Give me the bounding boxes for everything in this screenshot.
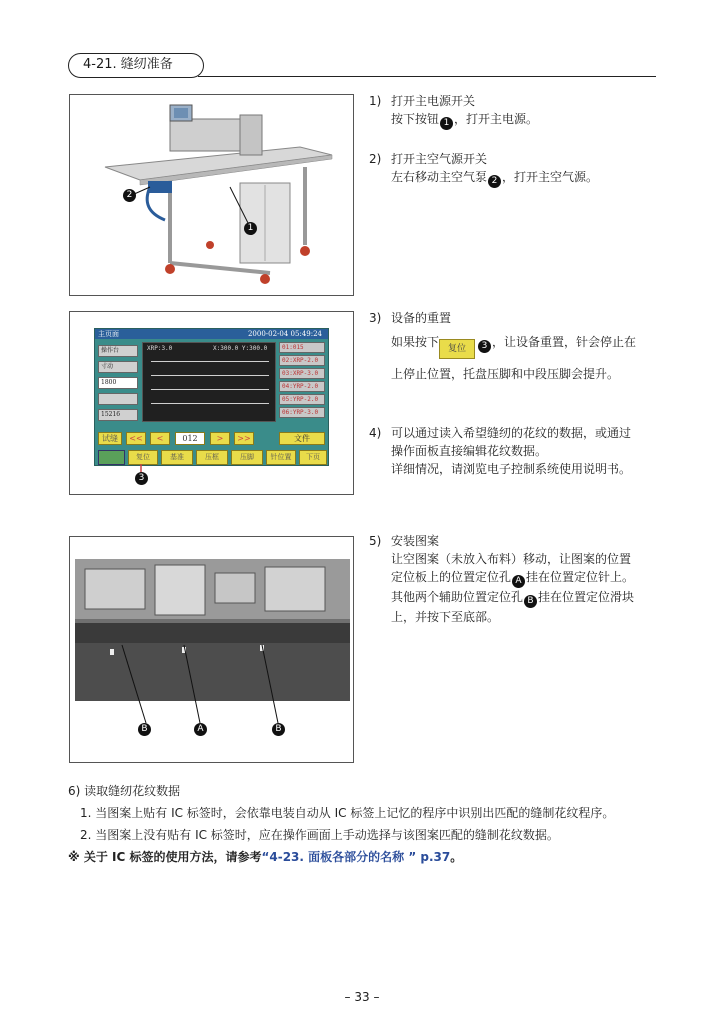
panel-left-button[interactable]: 15216 [98,409,138,421]
nav-last-button[interactable]: >> [234,432,254,445]
panel-right-button[interactable]: 05:YRP-2.0 [279,394,325,405]
step-number: 5) [369,534,382,548]
nav-test-button[interactable]: 试缝 [98,432,122,445]
sewing-machine-illustration [70,95,354,296]
step-text: 如果按下 复位 3 ，让设备重置，针会停止在 [391,333,636,359]
step-text: 详细情况，请浏览电子控制系统使用说明书。 [391,462,632,476]
marker-2-icon: 2 [488,175,501,188]
marker-3-icon: 3 [478,340,491,353]
step-text: 上停止位置，托盘压脚和中段压脚会提升。 [391,367,620,381]
panel-left-button[interactable] [98,393,138,405]
step-text: 其他两个辅助位置定位孔 B 挂在位置定位滑块 [391,590,635,606]
panel-right-button[interactable]: 03:XRP-3.0 [279,368,325,379]
section-rule [198,76,656,77]
figure-sewing-machine [69,94,354,296]
panel-titlebar: 主页面 2000-02-04 05:49:24 [95,329,328,339]
panel-left-button[interactable]: 寸动 [98,361,138,373]
reference-link[interactable]: “4-23. 面板各部分的名称 ” p.37 [261,850,451,864]
step-text: 左右移动主空气泵 2 ，打开主空气源。 [391,170,599,186]
figure-operation-panel [69,311,354,495]
step-text: 上，并按下至底部。 [391,610,500,624]
section-header [68,53,656,79]
next-page-button[interactable]: 下页 [299,450,327,465]
step-number: 3) [369,311,382,325]
step-item: 2. 当图案上没有贴有 IC 标签时，应在操作画面上手动选择与该图案匹配的缝制花纹数据。 [80,828,559,842]
reset-button-icon: 复位 [439,339,475,359]
marker-1: 1 [244,222,257,235]
step-number: 1) [369,94,382,108]
marker-a: A [194,723,207,736]
pattern-photo [70,537,354,763]
reference-note: ※ 关于 IC 标签的使用方法，请参考“4-23. 面板各部分的名称 ” p.37。 [68,850,463,864]
panel-right-button[interactable]: 06:YRP-3.0 [279,407,325,418]
step-text: 可以通过读入希望缝纫的花纹的数据，或通过 [391,426,632,440]
needle-position-button[interactable]: 针位置 [266,450,296,465]
step-number: 2) [369,152,382,166]
step-heading: 安装图案 [391,534,440,548]
presser-foot-button[interactable]: 压脚 [231,450,263,465]
step-heading: 打开主空气源开关 [391,152,488,166]
marker-b-icon: B [524,595,537,608]
nav-file-button[interactable]: 文件 [279,432,325,445]
reset-button[interactable]: 复位 [128,450,158,465]
step-text: 操作面板直接编辑花纹数据。 [391,444,548,458]
step-text: 按下按钮 1 ，打开主电源。 [391,112,539,128]
panel-right-button[interactable]: 02:XRP-2.0 [279,355,325,366]
step-number: 4) [369,426,382,440]
clamp-button[interactable]: 压框 [196,450,228,465]
marker-1-icon: 1 [440,117,453,130]
step-text: 让空图案（未放入布料）移动，让图案的位置 [391,552,632,566]
section-title: 4-21. 缝纫准备 [68,53,204,78]
home-icon[interactable] [98,450,125,465]
panel-right-button[interactable]: 04:YRP-2.0 [279,381,325,392]
nav-page-field[interactable]: 012 [175,432,205,445]
marker-b: B [138,723,151,736]
page-number: – 33 – [344,990,380,1004]
panel-left-button[interactable]: 1800 [98,377,138,389]
step-heading: 打开主电源开关 [391,94,476,108]
nav-next-button[interactable]: > [210,432,230,445]
nav-first-button[interactable]: << [126,432,146,445]
nav-prev-button[interactable]: < [150,432,170,445]
marker-3: 3 [135,472,148,485]
step-item: 1. 当图案上贴有 IC 标签时，会依靠电装自动从 IC 标签上记忆的程序中识别出匹配的缝制花纹程序。 [80,806,615,820]
marker-b: B [272,723,285,736]
operation-panel [94,328,329,466]
panel-left-button[interactable]: 操作台 [98,345,138,357]
origin-button[interactable]: 基准 [161,450,193,465]
pattern-screen: XRP:3.0 X:300.0 Y:300.0 [142,342,276,422]
step-text: 定位板上的位置定位孔 A 挂在位置定位针上。 [391,570,635,586]
marker-a-icon: A [512,575,525,588]
step-heading: 设备的重置 [391,311,452,325]
panel-right-button[interactable]: 01:015 [279,342,325,353]
step-heading: 6) 读取缝纫花纹数据 [68,784,181,798]
figure-pattern-install [69,536,354,763]
step-6 [68,780,668,868]
marker-2: 2 [123,189,136,202]
